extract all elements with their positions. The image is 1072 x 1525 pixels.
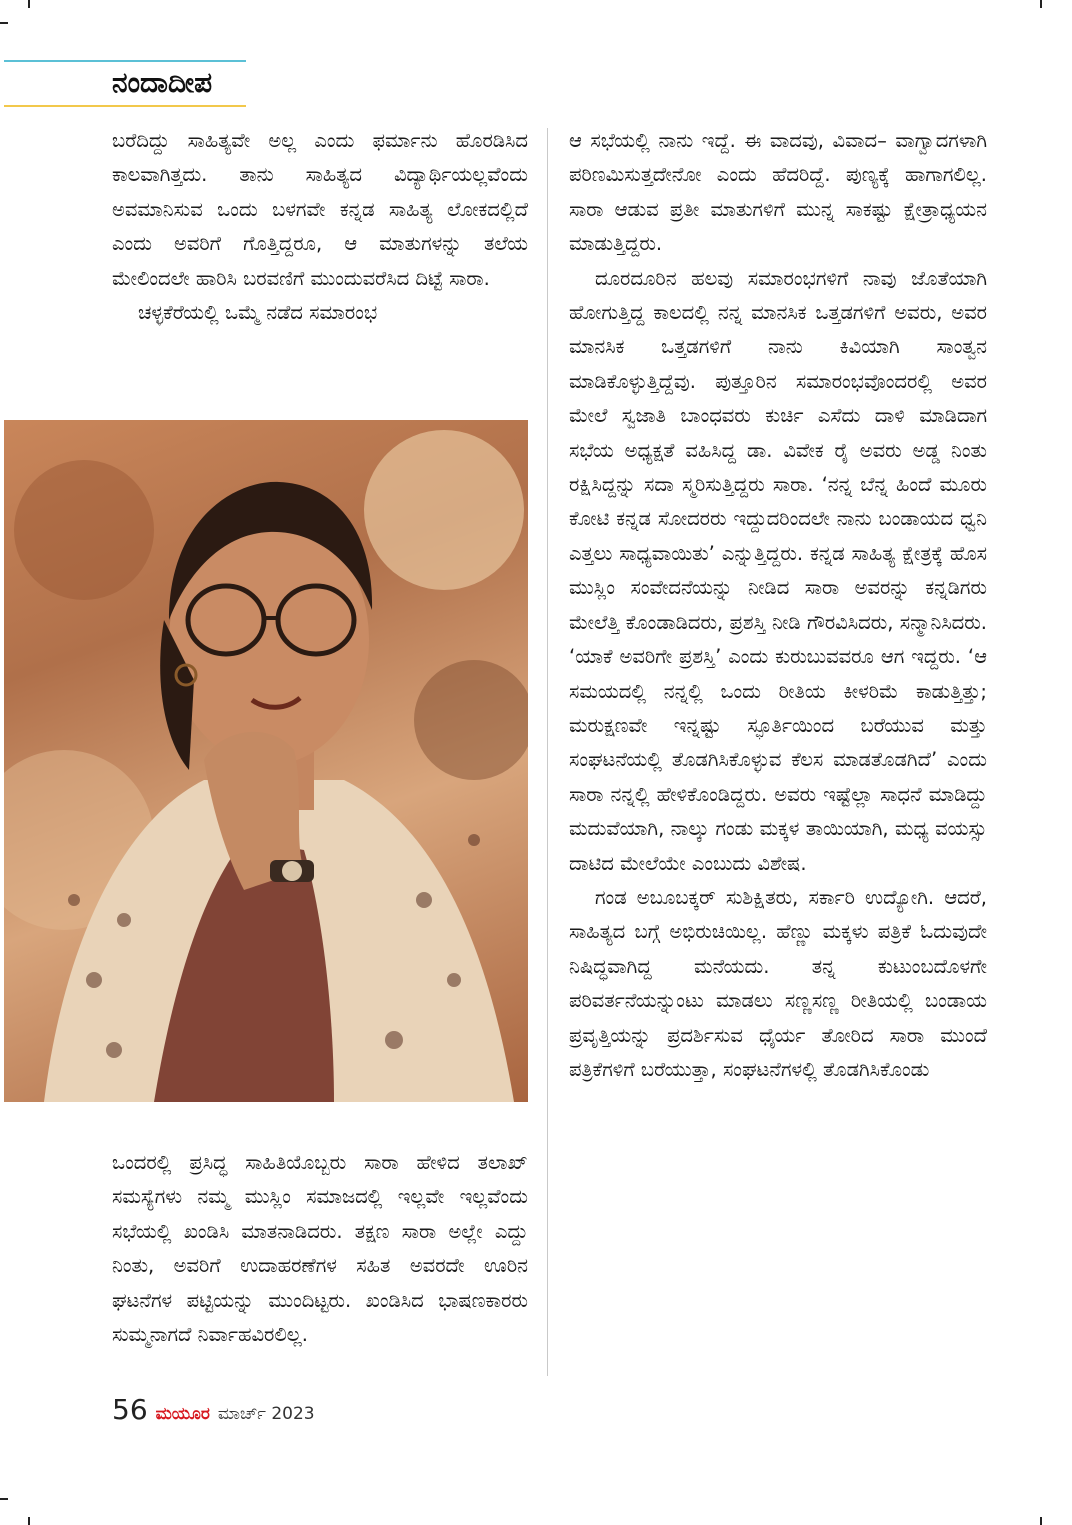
paragraph: ಚಳ್ಳಕೆರೆಯಲ್ಲಿ ಒಮ್ಮೆ ನಡೆದ ಸಮಾರಂಭ [138,301,378,325]
crop-mark [1040,0,1042,8]
paragraph: ಬರೆದಿದ್ದು ಸಾಹಿತ್ಯವೇ ಅಲ್ಲ ಎಂದು ಫರ್ಮಾನು ಹೊರಡಿಸಿದ ಕಾಲವಾಗಿತ್ತದು. ತಾನು ಸಾಹಿತ್ಯದ ವಿದ್ಯಾರ್ಥಿಯಲ್ಲವೆಂದು ಅವಮಾನಿಸುವ ಒಂದು ಬಳಗವೇ ಕನ್ನಡ ಸಾಹಿತ್ಯ ಲೋಕದಲ್ಲಿದೆ ಎಂದು ಅವರಿಗೆ ಗೊತ್ತಿದ್ದರೂ, ಆ ಮಾತುಗಳನ್ನು ತಲೆಯ ಮೇಲಿಂದಲೇ ಹಾರಿಸಿ ಬರವಣಿಗೆ ಮುಂದುವರೆಸಿದ ದಿಟ್ಟೆ ಸಾರಾ. [112,129,528,290]
crop-mark [28,1517,30,1525]
header-rule-bottom [4,105,246,107]
paragraph: ಆ ಸಭೆಯಲ್ಲಿ ನಾನು ಇದ್ದೆ. ಈ ವಾದವು, ವಿವಾದ– ವಾಗ್ವಾದಗಳಾಗಿ ಪರಿಣಮಿಸುತ್ತದೇನೋ ಎಂದು ಹೆದರಿದ್ದೆ. ಪುಣ್ಯಕ್ಕೆ ಹಾಗಾಗಲಿಲ್ಲ. ಸಾರಾ ಆಡುವ ಪ್ರತೀ ಮಾತುಗಳಿಗೆ ಮುನ್ನ ಸಾಕಷ್ಟು ಕ್ಷೇತ್ರಾಧ್ಯಯನ ಮಾಡುತ್ತಿದ್ದರು. [569,129,987,256]
crop-mark [0,22,8,24]
column-divider [547,128,548,1376]
crop-mark [1040,1517,1042,1525]
magazine-name: ಮಯೂರ [155,1404,210,1424]
page-footer [112,1393,315,1429]
crop-mark [0,1498,8,1500]
portrait-photo [4,420,528,1102]
page-number: 56 [112,1393,148,1426]
paragraph: ದೂರದೂರಿನ ಹಲವು ಸಮಾರಂಭಗಳಿಗೆ ನಾವು ಜೊತೆಯಾಗಿ ಹೋಗುತ್ತಿದ್ದ ಕಾಲದಲ್ಲಿ ನನ್ನ ಮಾನಸಿಕ ಒತ್ತಡಗಳಿಗೆ ಅವರು, ಅವರ ಮಾನಸಿಕ ಒತ್ತಡಗಳಿಗೆ ನಾನು ಕಿವಿಯಾಗಿ ಸಾಂತ್ವನ ಮಾಡಿಕೊಳ್ಳುತ್ತಿದ್ದೆವು. ಪುತ್ತೂರಿನ ಸಮಾರಂಭವೊಂದರಲ್ಲಿ ಅವರ ಮೇಲೆ ಸ್ವಜಾತಿ ಬಾಂಧವರು ಕುರ್ಚಿ ಎಸೆದು ದಾಳಿ ಮಾಡಿದಾಗ ಸಭೆಯ ಅಧ್ಯಕ್ಷತೆ ವಹಿಸಿದ್ದ ಡಾ. ವಿವೇಕ ರೈ ಅವರು ಅಡ್ಡ ನಿಂತು ರಕ್ಷಿಸಿದ್ದನ್ನು ಸದಾ ಸ್ಮರಿಸುತ್ತಿದ್ದರು ಸಾರಾ. ‘ನನ್ನ ಬೆನ್ನ ಹಿಂದೆ ಮೂರು ಕೋಟಿ ಕನ್ನಡ ಸೋದರರು ಇದ್ದುದರಿಂದಲೇ ನಾನು ಬಂಡಾಯದ ಧ್ವನಿ ಎತ್ತಲು ಸಾಧ್ಯವಾಯಿತು’ ಎನ್ನುತ್ತಿದ್ದರು. ಕನ್ನಡ ಸಾಹಿತ್ಯ ಕ್ಷೇತ್ರಕ್ಕೆ ಹೊಸ ಮುಸ್ಲಿಂ ಸಂವೇದನೆಯನ್ನು ನೀಡಿದ ಸಾರಾ ಅವರನ್ನು ಕನ್ನಡಿಗರು ಮೇಲೆತ್ತಿ ಕೊಂಡಾಡಿದರು, ಪ್ರಶಸ್ತಿ ನೀಡಿ ಗೌರವಿಸಿದರು, ಸನ್ಮಾನಿಸಿದರು. ‘ಯಾಕೆ ಅವರಿಗೇ ಪ್ರಶಸ್ತಿ’ ಎಂದು ಕುರುಬುವವರೂ ಆಗ ಇದ್ದರು. ‘ಆ ಸಮಯದಲ್ಲಿ ನನ್ನಲ್ಲಿ ಒಂದು ರೀತಿಯ ಕೀಳರಿಮೆ ಕಾಡುತ್ತಿತ್ತು; ಮರುಕ್ಷಣವೇ ಇನ್ನಷ್ಟು ಸ್ಫೂರ್ತಿಯಿಂದ ಬರೆಯುವ ಮತ್ತು ಸಂಘಟನೆಯಲ್ಲಿ ತೊಡಗಿಸಿಕೊಳ್ಳುವ ಕೆಲಸ ಮಾಡತೊಡಗಿದೆ’ ಎಂದು ಸಾರಾ ನನ್ನಲ್ಲಿ ಹೇಳಿಕೊಂಡಿದ್ದರು. ಅವರು ಇಷ್ಟೆಲ್ಲಾ ಸಾಧನೆ ಮಾಡಿದ್ದು ಮದುವೆಯಾಗಿ, ನಾಲ್ಕು ಗಂಡು ಮಕ್ಕಳ ತಾಯಿಯಾಗಿ, ಮಧ್ಯ ವಯಸ್ಸು ದಾಟಿದ ಮೇಲೆಯೇ ಎಂಬುದು ವಿಶೇಷ. [569,266,987,875]
paragraph: ಒಂದರಲ್ಲಿ ಪ್ರಸಿದ್ಧ ಸಾಹಿತಿಯೊಬ್ಬರು ಸಾರಾ ಹೇಳಿದ ತಲಾಖ್ ಸಮಸ್ಯೆಗಳು ನಮ್ಮ ಮುಸ್ಲಿಂ ಸಮಾಜದಲ್ಲಿ ಇಲ್ಲವೇ ಇಲ್ಲವೆಂದು ಸಭೆಯಲ್ಲಿ ಖಂಡಿಸಿ ಮಾತನಾಡಿದರು. ತಕ್ಷಣ ಸಾರಾ ಅಲ್ಲೇ ಎದ್ದು ನಿಂತು, ಅವರಿಗೆ ಉದಾಹರಣೆಗಳ ಸಹಿತ ಅವರದೇ ಊರಿನ ಘಟನೆಗಳ ಪಟ್ಟಿಯನ್ನು ಮುಂದಿಟ್ಟರು. ಖಂಡಿಸಿದ ಭಾಷಣಕಾರರು ಸುಮ್ಮನಾಗದೆ ನಿರ್ವಾಹವಿರಲಿಲ್ಲ. [112,1151,528,1347]
article-column-left-top [112,124,528,330]
section-title: ನಂದಾದೀಪ [112,66,213,99]
article-column-right [569,124,987,1087]
issue-date: ಮಾರ್ಚ್ 2023 [217,1404,315,1424]
crop-mark [28,0,30,8]
paragraph: ಗಂಡ ಅಬೂಬಕ್ಕರ್ ಸುಶಿಕ್ಷಿತರು, ಸರ್ಕಾರಿ ಉದ್ಯೋಗಿ. ಆದರೆ, ಸಾಹಿತ್ಯದ ಬಗ್ಗೆ ಅಭಿರುಚಿಯಿಲ್ಲ. ಹೆಣ್ಣು ಮಕ್ಕಳು ಪತ್ರಿಕೆ ಓದುವುದೇ ನಿಷಿದ್ಧವಾಗಿದ್ದ ಮನೆಯದು. ತನ್ನ ಕುಟುಂಬದೊಳಗೇ ಪರಿವರ್ತನೆಯನ್ನುಂಟು ಮಾಡಲು ಸಣ್ಣಸಣ್ಣ ರೀತಿಯಲ್ಲಿ ಬಂಡಾಯ ಪ್ರವೃತ್ತಿಯನ್ನು ಪ್ರದರ್ಶಿಸುವ ಧೈರ್ಯ ತೋರಿದ ಸಾರಾ ಮುಂದೆ ಪತ್ರಿಕೆಗಳಿಗೆ ಬರೆಯುತ್ತಾ, ಸಂಘಟನೆಗಳಲ್ಲಿ ತೊಡಗಿಸಿಕೊಂಡು [569,885,987,1081]
header-rule-top [4,60,246,62]
article-column-left-bottom [112,1146,528,1352]
